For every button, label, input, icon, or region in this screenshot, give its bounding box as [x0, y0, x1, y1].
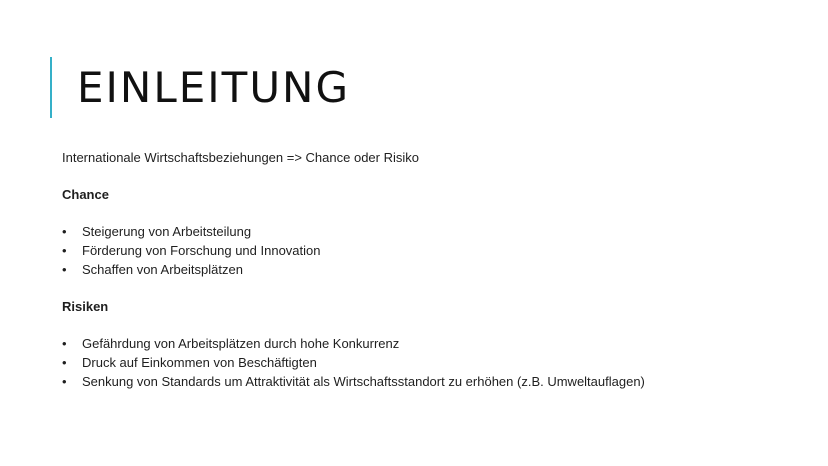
bullet-icon: • — [62, 262, 67, 277]
list-item-text: Druck auf Einkommen von Beschäftigten — [82, 355, 317, 370]
bullet-icon: • — [62, 336, 67, 351]
risiken-list — [62, 334, 802, 391]
list-item-text: Gefährdung von Arbeitsplätzen durch hohe Konkurrenz — [82, 336, 400, 351]
bullet-icon: • — [62, 355, 67, 370]
chance-heading: Chance — [62, 187, 109, 202]
intro-text: Internationale Wirtschaftsbeziehungen => Chance oder Risiko — [62, 150, 419, 165]
list-item-text: Förderung von Forschung und Innovation — [82, 243, 321, 258]
list-item — [62, 222, 802, 241]
list-item-text: Schaffen von Arbeitsplätzen — [82, 262, 243, 277]
risiken-heading: Risiken — [62, 299, 109, 314]
list-item — [62, 241, 802, 260]
title-accent-bar — [50, 57, 52, 118]
slide-title: EINLEITUNG — [77, 63, 351, 112]
list-item-text: Senkung von Standards um Attraktivität als Wirtschaftsstandort zu erhöhen (z.B. Umweltauflagen) — [82, 374, 645, 389]
spacer — [62, 316, 802, 334]
bullet-icon: • — [62, 243, 67, 258]
spacer — [62, 167, 802, 185]
spacer — [62, 279, 802, 297]
list-item — [62, 353, 802, 372]
spacer — [62, 204, 802, 222]
bullet-icon: • — [62, 374, 67, 389]
chance-list — [62, 222, 802, 279]
list-item — [62, 260, 802, 279]
list-item — [62, 372, 802, 391]
list-item — [62, 334, 802, 353]
slide-body — [62, 148, 802, 391]
list-item-text: Steigerung von Arbeitsteilung — [82, 224, 252, 239]
bullet-icon: • — [62, 224, 67, 239]
